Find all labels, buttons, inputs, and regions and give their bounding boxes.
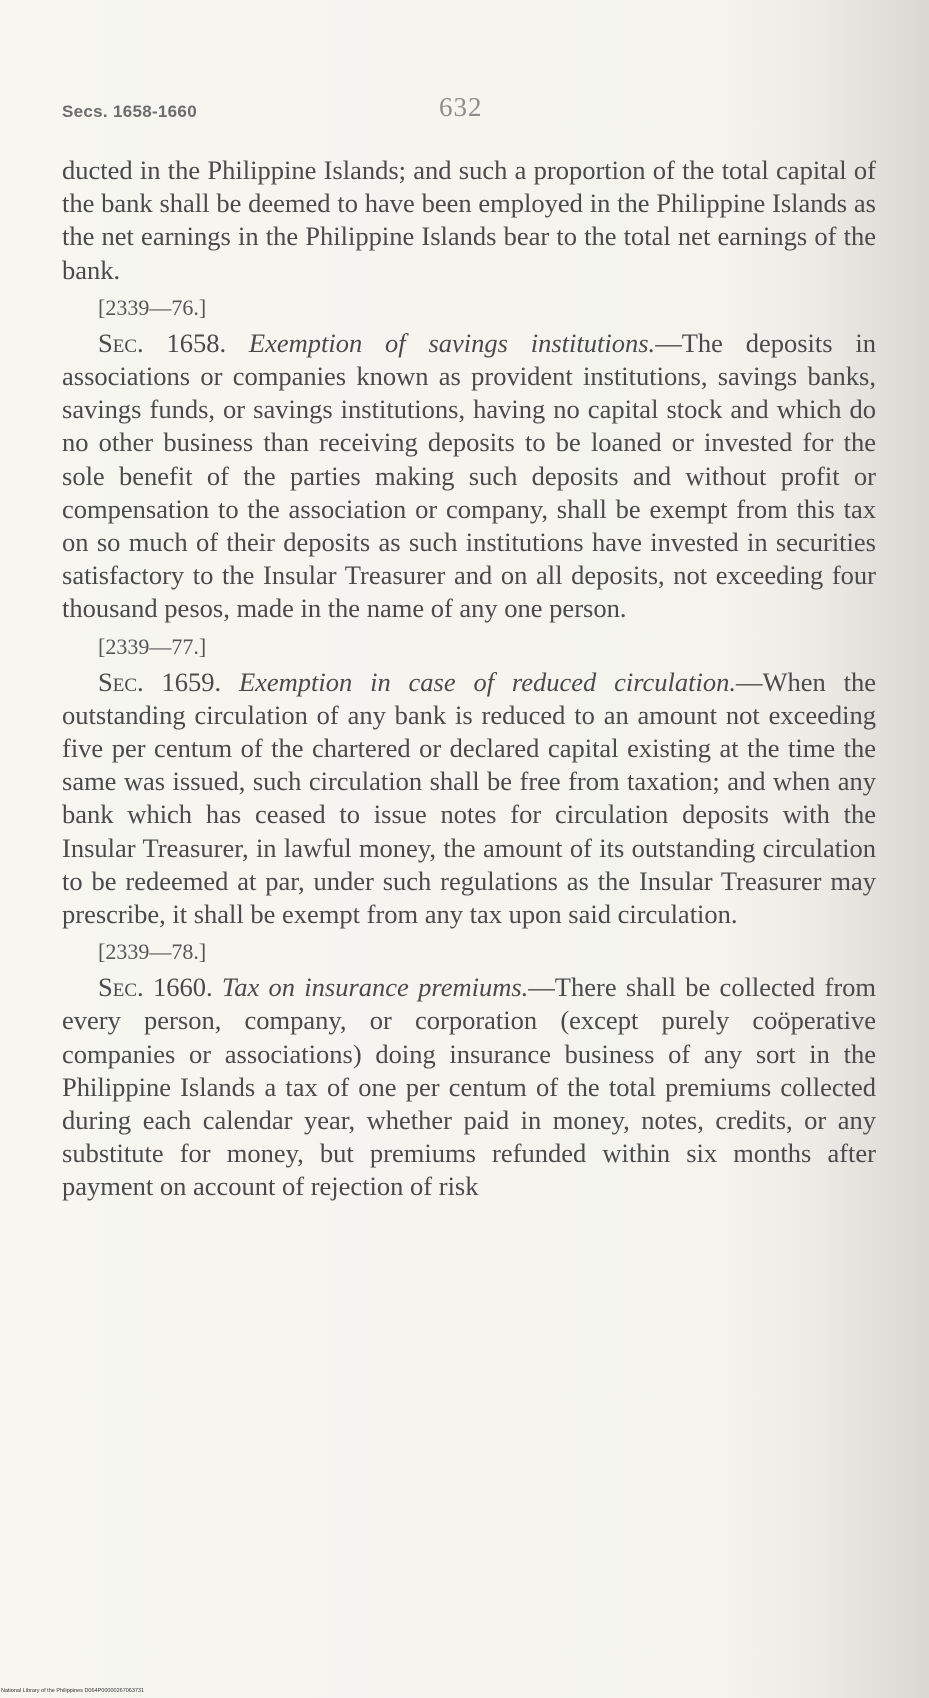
section-text: —The deposits in associations or companies known as provident institutions, savings banks, savings funds, or savings institutions, having no capital stock and which do no other business than receiving deposits to be loaned or invested for the sole benefit of the parties making such deposits and without profit or compensation to the association or company, shall be exempt from this tax on so much of their deposits as such institutions have invested in securities satisfactory to the Insular Treasurer and on all deposits, not exceeding four thousand pesos, made in the name of any one person.: [62, 327, 876, 624]
section-range: Secs. 1658-1660: [62, 102, 197, 121]
section-label: Sec. 1660.: [98, 972, 213, 1003]
source-reference: [2339—77.]: [98, 633, 207, 659]
source-reference: [2339—76.]: [98, 294, 207, 320]
section-1659: [62, 666, 876, 932]
section-1660: [62, 971, 876, 1203]
section-label: Sec. 1658.: [98, 327, 227, 358]
page-body: [62, 154, 876, 1204]
scan-source-note: National Library of the Philippines D064P00000267063731: [1, 1688, 145, 1694]
source-reference: [2339—78.]: [98, 939, 207, 965]
section-label: Sec. 1659.: [98, 666, 222, 697]
page-header: [62, 92, 882, 132]
page-number: 632: [439, 92, 483, 122]
section-title: Exemption of savings institutions.: [248, 327, 656, 358]
section-text: —There shall be collected from every person, company, or corporation (except purely coöperative companies or associations) doing insurance business of any sort in the Philippine Islands a tax of one per centum of the total premiums collected during each calendar year, whether paid in money, notes, credits, or any substitute for money, but premiums refunded within six months after payment on account of rejection of risk: [62, 972, 877, 1202]
section-title: Tax on insurance premiums.: [221, 972, 529, 1003]
section-title: Exemption in case of reduced circulation.: [238, 666, 737, 697]
section-1658: [62, 327, 876, 626]
section-text: —When the outstanding circulation of any bank is reduced to an amount not exceeding five per centum of the chartered or declared capital existing at the time the same was issued, such circulation shall be free from taxation; and when any bank which has ceased to issue notes for circulation deposits with the Insular Treasurer, in lawful money, the amount of its outstanding circulation to be redeemed at par, under such regulations as the Insular Treasurer may prescribe, it shall be exempt from any tax upon said circulation.: [62, 666, 876, 930]
continuation-paragraph: ducted in the Philippine Islands; and such a proportion of the total capital of the bank shall be deemed to have been employed in the Philippine Islands as the net earnings in the Philippine Islands bear to the total net earnings of the bank.: [62, 155, 876, 285]
